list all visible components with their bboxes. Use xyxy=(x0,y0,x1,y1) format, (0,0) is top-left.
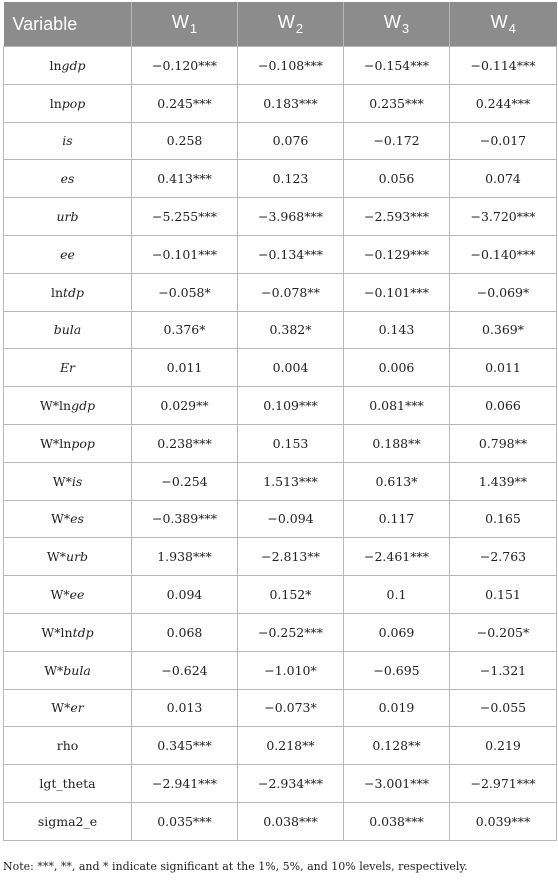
value-cell-w1: 0.094 xyxy=(132,576,238,614)
value-cell-w1: −0.120*** xyxy=(132,47,238,85)
variable-name-italic: es xyxy=(60,171,75,187)
value-cell-w2: −0.252*** xyxy=(238,613,344,651)
header-subscript: 3 xyxy=(401,21,410,36)
variable-name-italic: urb xyxy=(56,209,79,225)
value-cell-w1: −2.941*** xyxy=(132,765,238,803)
table-row xyxy=(4,576,557,614)
table-row xyxy=(4,122,557,160)
table-row xyxy=(4,613,557,651)
value-cell-w4: 0.798** xyxy=(450,424,557,462)
table-row xyxy=(4,500,557,538)
table-row xyxy=(4,84,557,122)
value-cell-w2: 1.513*** xyxy=(238,462,344,500)
header-w1 xyxy=(132,2,238,47)
value-cell-w2: 0.152* xyxy=(238,576,344,614)
table-row xyxy=(4,765,557,803)
value-cell-w2: 0.123 xyxy=(238,160,344,198)
header-w2 xyxy=(238,2,344,47)
variable-name-italic: tdp xyxy=(63,284,85,300)
variable-name-pre: W* xyxy=(52,473,72,489)
value-cell-w2: 0.038*** xyxy=(238,802,344,840)
value-cell-w3: −2.461*** xyxy=(344,538,450,576)
variable-name-italic: tdp xyxy=(72,624,94,640)
variable-cell xyxy=(4,613,132,651)
variable-cell xyxy=(4,349,132,387)
value-cell-w3: 0.069 xyxy=(344,613,450,651)
variable-cell xyxy=(4,727,132,765)
variable-name-italic: pop xyxy=(61,95,86,111)
value-cell-w2: −0.078** xyxy=(238,273,344,311)
value-cell-w1: 0.035*** xyxy=(132,802,238,840)
value-cell-w3: −0.101*** xyxy=(344,273,450,311)
value-cell-w1: 0.238*** xyxy=(132,424,238,462)
value-cell-w1: 0.029** xyxy=(132,387,238,425)
value-cell-w3: 0.019 xyxy=(344,689,450,727)
variable-name-italic: er xyxy=(70,700,84,716)
value-cell-w1: 1.938*** xyxy=(132,538,238,576)
variable-cell xyxy=(4,651,132,689)
variable-cell xyxy=(4,802,132,840)
variable-name-prefix: ln xyxy=(59,435,72,451)
value-cell-w4: −0.114*** xyxy=(450,47,557,85)
value-cell-w1: −0.101*** xyxy=(132,235,238,273)
value-cell-w2: −1.010* xyxy=(238,651,344,689)
value-cell-w1: 0.068 xyxy=(132,613,238,651)
variable-cell xyxy=(4,424,132,462)
variable-name-prefix: lgt_theta xyxy=(39,776,96,792)
value-cell-w1: 0.011 xyxy=(132,349,238,387)
variable-name-italic: ee xyxy=(60,246,75,262)
table-row xyxy=(4,47,557,85)
value-cell-w4: −2.971*** xyxy=(450,765,557,803)
header-w3 xyxy=(344,2,450,47)
variable-cell xyxy=(4,311,132,349)
value-cell-w3: −0.154*** xyxy=(344,47,450,85)
value-cell-w1: −5.255*** xyxy=(132,198,238,236)
table-row xyxy=(4,387,557,425)
header-label: W xyxy=(490,12,508,32)
variable-name-italic: urb xyxy=(66,549,89,565)
variable-name-pre: W* xyxy=(51,511,71,527)
value-cell-w4: 0.165 xyxy=(450,500,557,538)
variable-cell xyxy=(4,576,132,614)
table-row xyxy=(4,727,557,765)
variable-name-pre: W* xyxy=(51,700,71,716)
value-cell-w2: −3.968*** xyxy=(238,198,344,236)
variable-cell xyxy=(4,689,132,727)
table-row xyxy=(4,160,557,198)
variable-cell xyxy=(4,462,132,500)
variable-cell xyxy=(4,235,132,273)
variable-name-prefix: rho xyxy=(56,738,79,754)
value-cell-w3: 0.235*** xyxy=(344,84,450,122)
variable-name-italic: es xyxy=(70,511,84,527)
variable-name-prefix: ln xyxy=(49,95,62,111)
value-cell-w4: 0.369* xyxy=(450,311,557,349)
value-cell-w2: 0.382* xyxy=(238,311,344,349)
variable-cell xyxy=(4,500,132,538)
value-cell-w4: −0.017 xyxy=(450,122,557,160)
value-cell-w3: 0.128** xyxy=(344,727,450,765)
header-w4 xyxy=(450,2,557,47)
variable-name-italic: is xyxy=(71,473,83,489)
variable-name-pre: W* xyxy=(46,549,67,565)
value-cell-w3: −0.695 xyxy=(344,651,450,689)
table-row xyxy=(4,273,557,311)
value-cell-w1: −0.624 xyxy=(132,651,238,689)
variable-name-italic: bula xyxy=(63,662,91,678)
variable-cell xyxy=(4,387,132,425)
value-cell-w4: −0.069* xyxy=(450,273,557,311)
value-cell-w3: 0.006 xyxy=(344,349,450,387)
value-cell-w1: −0.058* xyxy=(132,273,238,311)
header-variable xyxy=(4,2,132,47)
value-cell-w2: −2.813** xyxy=(238,538,344,576)
value-cell-w2: −0.094 xyxy=(238,500,344,538)
value-cell-w4: −0.140*** xyxy=(450,235,557,273)
value-cell-w4: 0.039*** xyxy=(450,802,557,840)
variable-cell xyxy=(4,765,132,803)
variable-name-italic: bula xyxy=(53,322,82,338)
value-cell-w1: −0.254 xyxy=(132,462,238,500)
table-row xyxy=(4,651,557,689)
table-row xyxy=(4,689,557,727)
variable-name-prefix: ln xyxy=(49,57,62,73)
header-subscript: 4 xyxy=(508,21,516,36)
variable-name-pre: W* xyxy=(39,398,60,414)
header-row xyxy=(4,2,557,47)
table-row xyxy=(4,424,557,462)
variable-name-pre: W* xyxy=(41,624,61,640)
value-cell-w2: 0.076 xyxy=(238,122,344,160)
table-row xyxy=(4,235,557,273)
value-cell-w1: 0.376* xyxy=(132,311,238,349)
table-header xyxy=(4,2,557,47)
header-label: Variable xyxy=(12,13,78,34)
value-cell-w3: 0.1 xyxy=(344,576,450,614)
variable-name-italic: gdp xyxy=(71,398,96,414)
value-cell-w3: −3.001*** xyxy=(344,765,450,803)
value-cell-w2: −0.108*** xyxy=(238,47,344,85)
value-cell-w2: 0.218** xyxy=(238,727,344,765)
header-label: W xyxy=(383,12,401,32)
table-row xyxy=(4,311,557,349)
variable-name-italic: ee xyxy=(69,587,85,603)
value-cell-w2: 0.109*** xyxy=(238,387,344,425)
table-note: Note: ***, **, and * indicate significant at the 1%, 5%, and 10% levels, respectively. xyxy=(3,860,468,873)
table-row xyxy=(4,349,557,387)
value-cell-w2: 0.004 xyxy=(238,349,344,387)
variable-cell xyxy=(4,122,132,160)
value-cell-w4: 0.219 xyxy=(450,727,557,765)
variable-name-pre: W* xyxy=(44,662,64,678)
value-cell-w4: 0.151 xyxy=(450,576,557,614)
variable-cell xyxy=(4,160,132,198)
value-cell-w2: −0.134*** xyxy=(238,235,344,273)
variable-name-prefix: ln xyxy=(59,398,72,414)
value-cell-w3: 0.056 xyxy=(344,160,450,198)
value-cell-w2: 0.183*** xyxy=(238,84,344,122)
variable-name-pre: W* xyxy=(40,435,60,451)
value-cell-w1: 0.013 xyxy=(132,689,238,727)
value-cell-w3: −0.172 xyxy=(344,122,450,160)
table-row xyxy=(4,802,557,840)
variable-name-prefix: ln xyxy=(60,624,73,640)
value-cell-w3: 0.117 xyxy=(344,500,450,538)
header-subscript: 2 xyxy=(295,21,304,36)
variable-name-prefix: sigma2_e xyxy=(37,813,98,829)
value-cell-w1: 0.258 xyxy=(132,122,238,160)
variable-cell xyxy=(4,47,132,85)
value-cell-w1: 0.245*** xyxy=(132,84,238,122)
value-cell-w4: −1.321 xyxy=(450,651,557,689)
variable-cell xyxy=(4,198,132,236)
value-cell-w3: 0.081*** xyxy=(344,387,450,425)
variable-name-italic: pop xyxy=(71,435,95,451)
value-cell-w2: −0.073* xyxy=(238,689,344,727)
value-cell-w1: 0.345*** xyxy=(132,727,238,765)
value-cell-w4: −0.055 xyxy=(450,689,557,727)
value-cell-w4: 0.011 xyxy=(450,349,557,387)
value-cell-w2: −2.934*** xyxy=(238,765,344,803)
variable-name-prefix: ln xyxy=(50,284,64,300)
table-body xyxy=(4,47,557,841)
variable-name-italic: is xyxy=(62,133,73,149)
header-label: W xyxy=(277,12,295,32)
value-cell-w3: 0.613* xyxy=(344,462,450,500)
value-cell-w4: −2.763 xyxy=(450,538,557,576)
value-cell-w4: 0.066 xyxy=(450,387,557,425)
variable-cell xyxy=(4,273,132,311)
value-cell-w1: −0.389*** xyxy=(132,500,238,538)
variable-name-italic: gdp xyxy=(61,57,86,73)
header-label: W xyxy=(171,12,189,32)
value-cell-w4: −0.205* xyxy=(450,613,557,651)
value-cell-w3: 0.143 xyxy=(344,311,450,349)
value-cell-w3: −0.129*** xyxy=(344,235,450,273)
value-cell-w3: 0.038*** xyxy=(344,802,450,840)
table-row xyxy=(4,198,557,236)
results-table xyxy=(3,2,557,841)
value-cell-w2: 0.153 xyxy=(238,424,344,462)
variable-cell xyxy=(4,84,132,122)
value-cell-w4: −3.720*** xyxy=(450,198,557,236)
header-subscript: 1 xyxy=(189,21,198,36)
value-cell-w3: 0.188** xyxy=(344,424,450,462)
value-cell-w4: 1.439** xyxy=(450,462,557,500)
variable-name-pre: W* xyxy=(50,587,70,603)
value-cell-w4: 0.074 xyxy=(450,160,557,198)
value-cell-w3: −2.593*** xyxy=(344,198,450,236)
variable-name-italic: Er xyxy=(59,360,76,376)
value-cell-w4: 0.244*** xyxy=(450,84,557,122)
variable-cell xyxy=(4,538,132,576)
table-row xyxy=(4,538,557,576)
table-row xyxy=(4,462,557,500)
value-cell-w1: 0.413*** xyxy=(132,160,238,198)
